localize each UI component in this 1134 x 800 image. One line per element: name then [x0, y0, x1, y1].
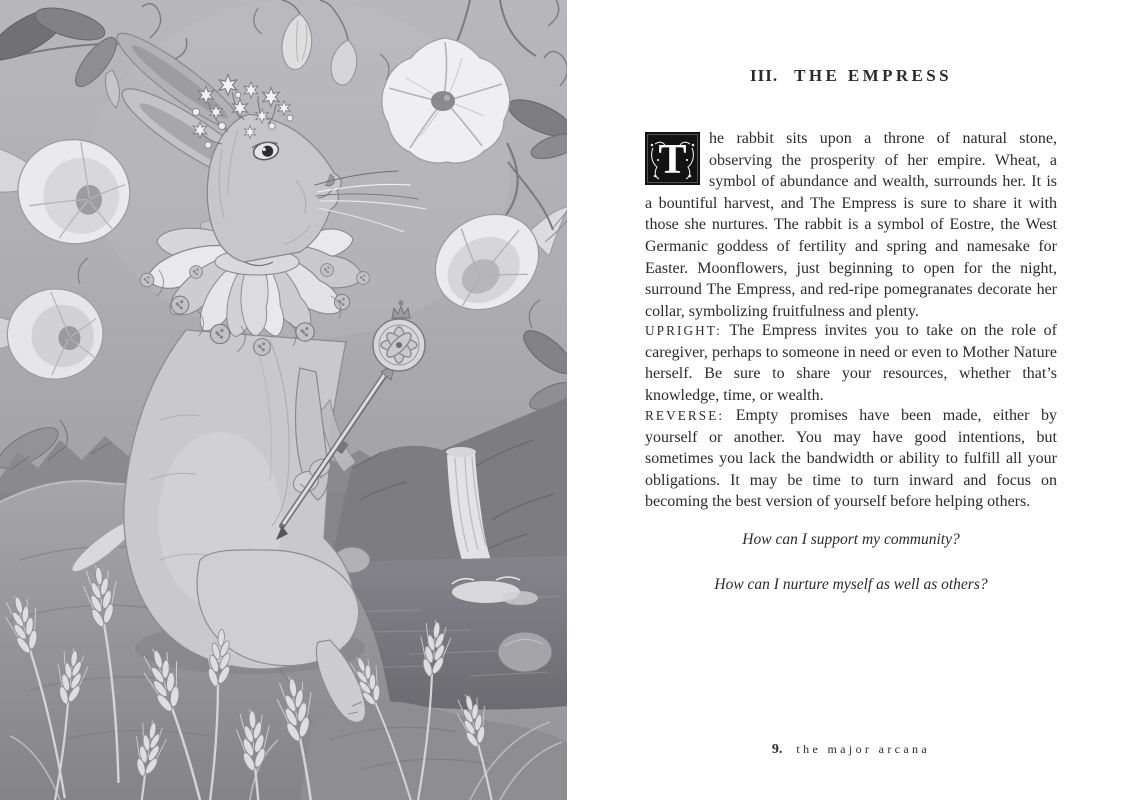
- upright-paragraph: [645, 320, 1057, 406]
- drop-cap-letter: T: [658, 137, 687, 183]
- page-footer: [645, 742, 1057, 758]
- chapter-number: III.: [749, 66, 779, 85]
- reverse-paragraph: [645, 405, 1057, 513]
- upright-label: UPRIGHT:: [645, 323, 723, 338]
- reflection-question-1: How can I support my community?: [742, 530, 960, 548]
- reverse-text: Empty promises have been made, either by yourself or another. You may have good intentions, but sometimes you lack the bandwidth or ability to fulfill all your obligations. It may be time to turn inward and focus on becoming the best version of yourself before helping others.: [645, 407, 1057, 511]
- right-page: [567, 0, 1134, 800]
- reverse-label: REVERSE:: [645, 408, 725, 423]
- page-number: 9.: [771, 742, 783, 757]
- chapter-title: THE EMPRESS: [794, 66, 953, 85]
- reflection-question-2: How can I nurture myself as well as others?: [714, 575, 988, 593]
- upright-text: The Empress invites you to take on the role of caregiver, perhaps to someone in need or even to Mother Nature herself. Be sure to share your resources, whether that’s knowledge, time, or wealth.: [645, 322, 1057, 404]
- intro-text: he rabbit sits upon a throne of natural stone, observing the prosperity of her empire. Wheat, a symbol of abundance and wealth, surrounds her. It is a bountiful harvest, and The Empress is sure to share it with those she nurtures. The rabbit is a symbol of Eostre, the West Germanic goddess of fertility and spring and namesake for Easter. Moonflowers, just beginning to open for the night, surround The Empress, and red-ripe pomegranates decorate her collar, symbolizing fruitfulness and plenty.: [645, 130, 1057, 320]
- intro-paragraph: [645, 128, 1057, 322]
- section-label: the major arcana: [796, 742, 931, 756]
- chapter-heading: [645, 66, 1057, 86]
- ornate-drop-cap: [645, 132, 700, 185]
